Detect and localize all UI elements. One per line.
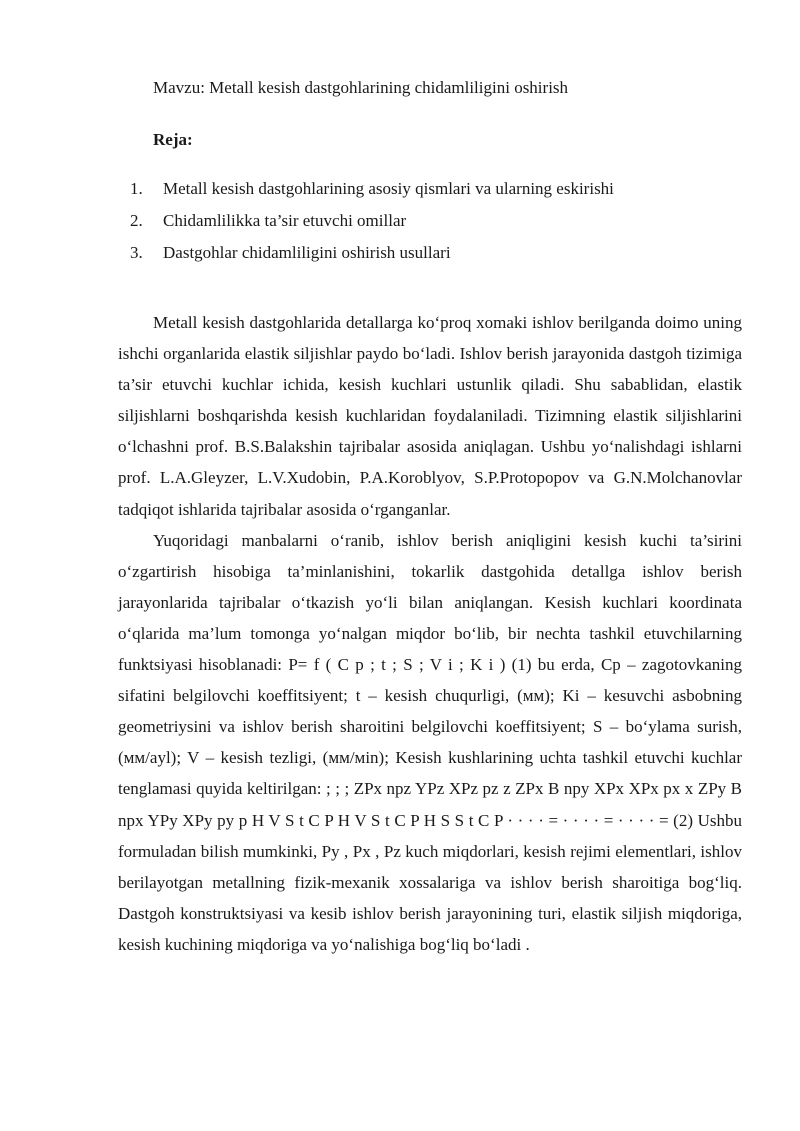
plan-list bbox=[130, 177, 614, 273]
plan-item-number: 1. bbox=[130, 179, 143, 198]
plan-item-text: Dastgohlar chidamliligini oshirish usullari bbox=[163, 243, 451, 262]
plan-item-text: Metall kesish dastgohlarining asosiy qismlari va ularning eskirishi bbox=[163, 179, 614, 198]
plan-item bbox=[130, 177, 614, 209]
body-text bbox=[118, 307, 742, 960]
plan-item-number: 3. bbox=[130, 243, 143, 262]
topic-title: Mavzu: Metall kesish dastgohlarining chidamliligini oshirish bbox=[153, 78, 569, 97]
plan-item bbox=[130, 241, 614, 273]
plan-heading: Reja: bbox=[153, 130, 193, 149]
plan-item bbox=[130, 209, 614, 241]
plan-item-text: Chidamlilikka ta’sir etuvchi omillar bbox=[163, 211, 407, 230]
paragraph-intro: Metall kesish dastgohlarida detallarga ko‘proq xomaki ishlov berilganda doimo uning ishchi organlarida elastik siljishlar paydo bo‘ladi. Ishlov berish jarayonida dastgoh tizimiga ta’sir etuvchi kuchlar ichida, kesish kuchlari ustunlik qiladi. Shu sabablidan, elastik siljishlarni boshqarishda kesish kuchlaridan foydalaniladi. Tizimning elastik siljishlarini o‘lchashni prof. B.S.Balakshin tajribalar asosida aniqlagan. Ushbu yo‘nalishdagi ishlarni prof. L.A.Gleyzer, L.V.Xudobin, P.A.Koroblyov, S.P.Protopopov va G.N.Molchanovlar tadqiqot ishlarida tajribalar asosida o‘rganganlar. bbox=[118, 313, 742, 519]
paragraph-cutting-forces: Yuqoridagi manbalarni o‘ranib, ishlov berish aniqligini kesish kuchi ta’sirini o‘zgartirish hisobiga ta’minlanishini, tokarlik dastgohida detallga ishlov berish jarayonlarida tajribalar o‘tkazish yo‘li bilan aniqlangan. Kesish kuchlari koordinata o‘qlarida ma’lum tomonga yo‘nalgan miqdor bo‘lib, bir nechta tashkil etuvchilarning funktsiyasi hisoblanadi: P= f ( C p ; t ; S ; V i ; K i ) (1) bu erda, Cp – zagotovkaning sifatini belgilovchi koeffitsiyent; t – kesish chuqurligi, (мм); Ki – kesuvchi asbobning geometriysini va ishlov berish sharoitini belgilovchi koeffitsiyent; S – bo‘ylama surish, (мм/ayl); V – kesish tezligi, (мм/мin); Kesish kushlarining uchta tashkil etuvchi kuchlar tenglamasi quyida keltirilgan: ; ; ; ZPx npz YPz XPz pz z ZPx B npy XPx XPx px x ZPy B npx YPy XPy py p H V S t C P H V S t C P H S S t C P · · · · = · · · · = · · · · = (2) Ushbu formuladan bilish mumkinki, Py , Px , Pz kuch miqdorlari, kesish rejimi elementlari, ishlov berilayotgan metallning fizik-mexanik xossalariga va ishlov berish sharoitiga bog‘liq. Dastgoh konstruktsiyasi va kesib ishlov berish jarayonining turi, elastik siljish miqdoriga, kesish kuchining miqdoriga va yo‘nalishiga bog‘liq bo‘ladi . bbox=[118, 530, 742, 954]
plan-item-number: 2. bbox=[130, 211, 143, 230]
